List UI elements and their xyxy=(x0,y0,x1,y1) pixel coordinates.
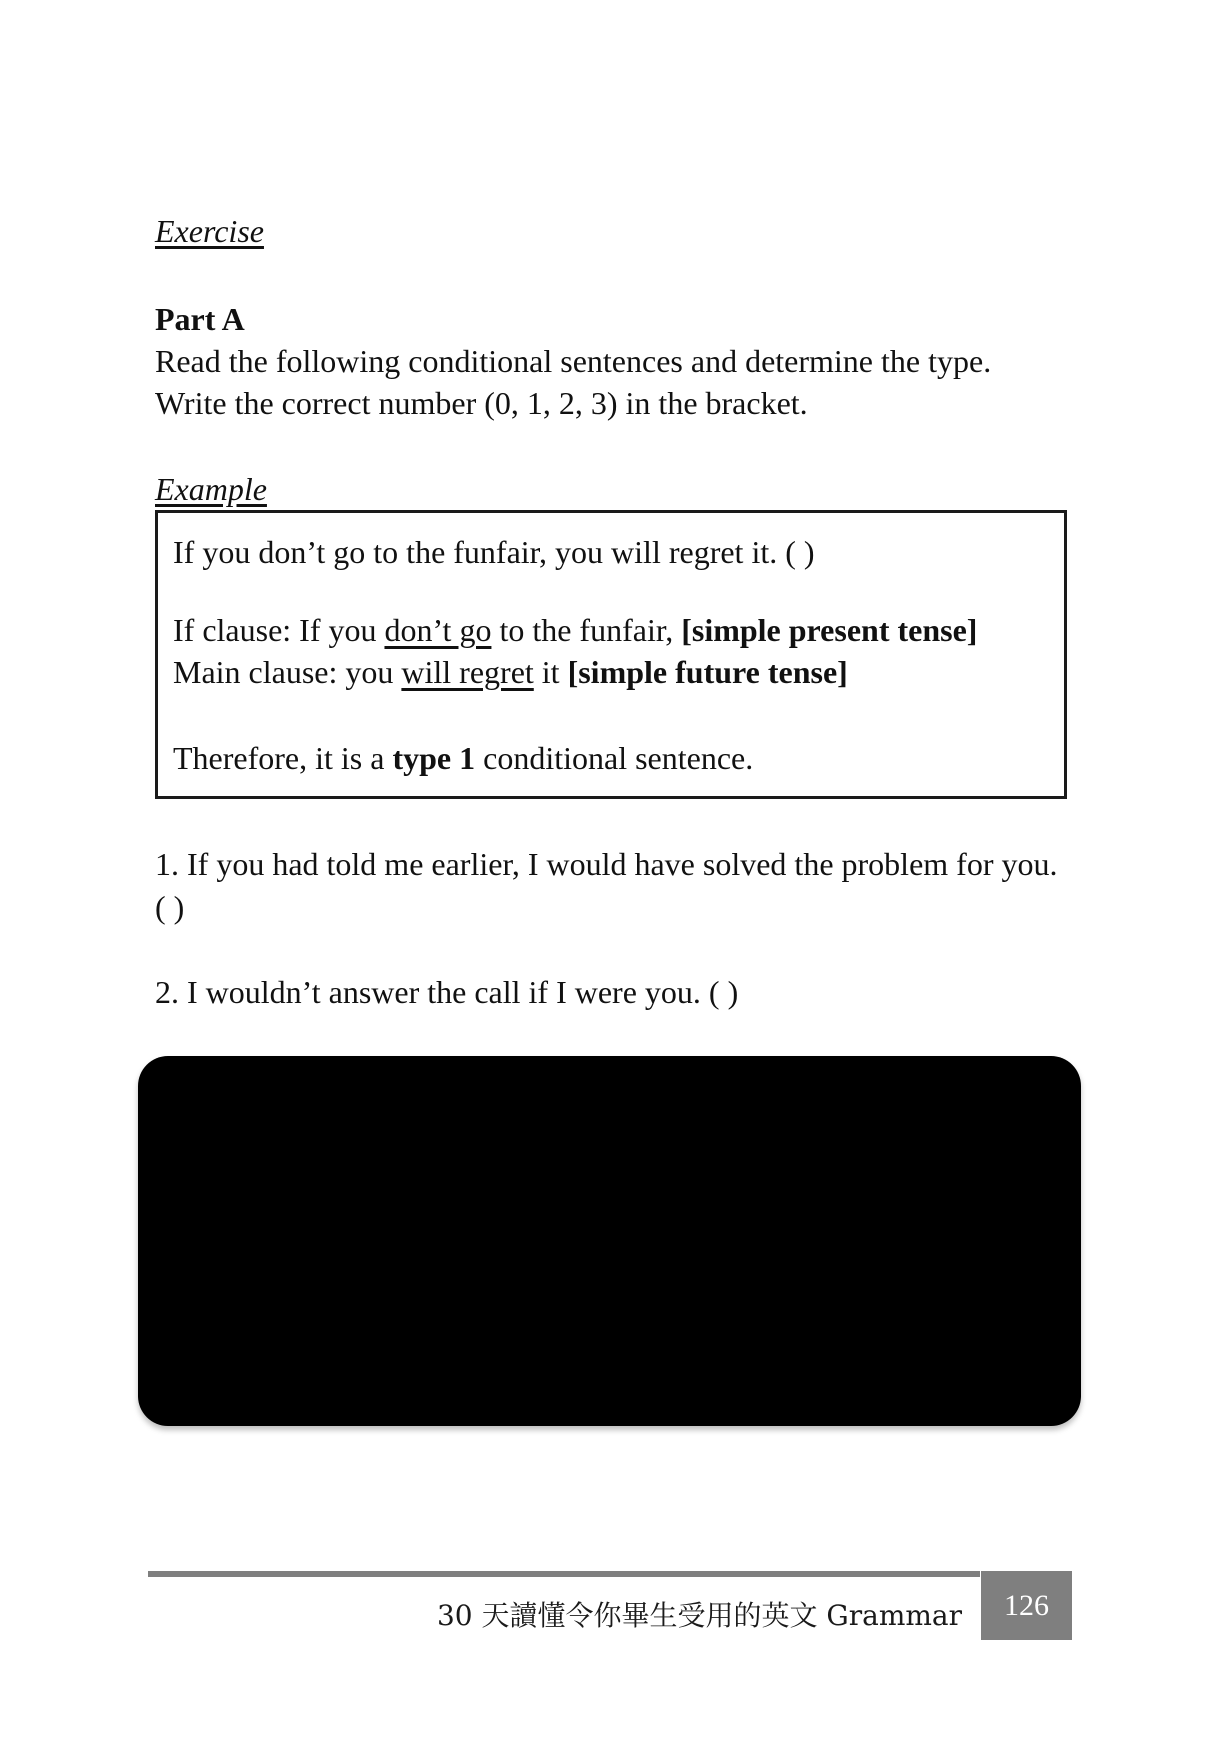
main-clause-label: Main clause: you xyxy=(173,654,402,690)
question-1-bracket: ( ) xyxy=(155,889,185,925)
conclusion-line xyxy=(173,737,753,779)
exercise-heading: Exercise xyxy=(155,213,264,249)
if-clause-rest: to the funfair, xyxy=(491,612,682,648)
main-clause-rest: it xyxy=(533,654,568,690)
if-clause-tense: [simple present tense] xyxy=(681,612,978,648)
question-1: 1. If you had told me earlier, I would have solved the problem for you. xyxy=(155,846,1058,882)
instructions xyxy=(155,340,991,424)
example-box xyxy=(155,510,1067,799)
instruction-line: Read the following conditional sentences and determine the type. xyxy=(155,343,992,379)
main-clause-line xyxy=(173,651,848,693)
if-clause-label: If clause: If you xyxy=(173,612,385,648)
instruction-line: Write the correct number (0, 1, 2, 3) in the bracket. xyxy=(155,385,808,421)
example-heading: Example xyxy=(155,471,267,507)
if-clause-line xyxy=(173,609,977,651)
footer-rule xyxy=(148,1571,980,1577)
if-clause-verb: don’t go xyxy=(384,612,492,648)
question-2: 2. I wouldn’t answer the call if I were you. ( ) xyxy=(155,974,739,1010)
example-sentence: If you don’t go to the funfair, you will regret it. ( ) xyxy=(173,534,815,570)
main-clause-verb: will regret xyxy=(401,654,534,690)
main-clause-tense: [simple future tense] xyxy=(567,654,848,690)
page-number-badge: 126 xyxy=(981,1571,1072,1640)
footer-book-title: 30 天讀懂令你畢生受用的英文 Grammar xyxy=(436,1599,962,1632)
conclusion-after: conditional sentence. xyxy=(475,740,754,776)
conclusion-type: type 1 xyxy=(392,740,476,776)
conclusion-before: Therefore, it is a xyxy=(173,740,393,776)
part-a-heading: Part A xyxy=(155,301,245,337)
redaction-block xyxy=(138,1056,1081,1426)
